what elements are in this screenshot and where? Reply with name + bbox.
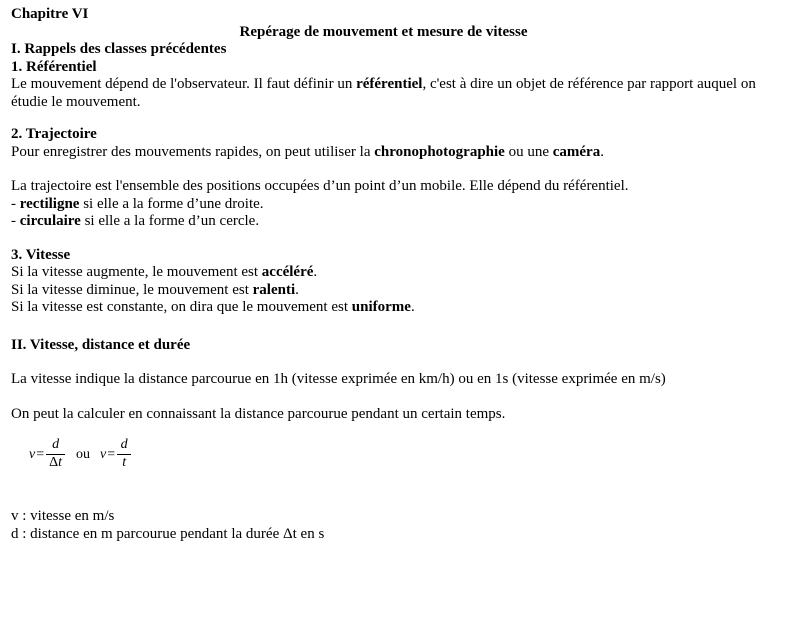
spacer xyxy=(11,493,779,508)
delta-symbol: Δ xyxy=(49,454,59,470)
subsection-heading-2-trajectoire: 2. Trajectoire xyxy=(11,126,97,142)
spacer xyxy=(11,111,779,126)
legend-line-v: v : vitesse en m/s xyxy=(11,508,115,524)
section-heading-i: I. Rappels des classes précédentes xyxy=(11,41,227,57)
formula-conjunction-ou: ou xyxy=(76,447,91,463)
list-item-circulaire xyxy=(11,213,779,231)
list-item-rectiligne xyxy=(11,196,779,214)
text-part: si elle a la forme d’une droite. xyxy=(79,195,264,212)
paragraph-ralenti xyxy=(11,282,779,300)
legend-line-d: d : distance en m parcourue pendant la durée Δt en s xyxy=(11,525,325,542)
paragraph-referentiel xyxy=(11,76,779,111)
text-part: . xyxy=(600,143,604,160)
paragraph-uniforme xyxy=(11,299,779,317)
bold-term-camera: caméra xyxy=(552,143,601,160)
paragraph-trajectoire-definition: La trajectoire est l'ensemble des positions occupées d’un point d’un mobile. Elle dépend du référentiel. xyxy=(11,178,629,194)
bold-term-chronophotographie: chronophotographie xyxy=(374,143,505,160)
text-part: . xyxy=(313,264,318,280)
fraction-numerator-d: d xyxy=(52,437,60,452)
document-title: Repérage de mouvement et mesure de vitesse xyxy=(239,23,528,40)
paragraph-accelere xyxy=(11,264,779,282)
subsection-heading-1-referentiel: 1. Référentiel xyxy=(11,58,97,75)
formula-variable-t: t xyxy=(58,454,63,470)
text-part: , c'est à dire un objet de référence par rapport auquel on étudie le mouvement. xyxy=(11,76,756,110)
paragraph-vitesse-definition: La vitesse indique la distance parcourue en 1h (vitesse exprimée en km/h) ou en 1s (vitesse exprimée en m/s) xyxy=(11,371,666,387)
bold-term-ralenti: ralenti xyxy=(252,281,296,298)
fraction-denominator-delta-t xyxy=(46,456,65,471)
spacer xyxy=(11,389,779,406)
paragraph-chronophotographie xyxy=(11,144,779,162)
text-part: Si la vitesse diminue, le mouvement est xyxy=(11,281,253,298)
spacer xyxy=(11,317,779,337)
formula-equals-sign: = xyxy=(107,447,116,463)
document-body xyxy=(11,6,779,543)
formula-block xyxy=(11,439,779,493)
subsection-heading-3-vitesse: 3. Vitesse xyxy=(11,246,71,263)
fraction-denominator-t: t xyxy=(122,454,127,470)
text-part: Si la vitesse est constante, on dira que le mouvement est xyxy=(11,299,352,315)
text-part: Le mouvement dépend de l'observateur. Il faut définir un xyxy=(11,76,357,92)
bold-term-accelere: accéléré xyxy=(261,264,314,280)
bold-term-uniforme: uniforme xyxy=(351,299,411,315)
spacer xyxy=(11,231,779,247)
text-part: Pour enregistrer des mouvements rapides, on peut utiliser la xyxy=(11,143,375,160)
fraction-d-over-t xyxy=(117,438,131,470)
formula-variable-v: v xyxy=(100,447,107,463)
formula-vitesse-delta-t xyxy=(29,439,66,471)
formula-equals-sign: = xyxy=(36,447,45,463)
dash-marker: - xyxy=(11,213,20,229)
dash-marker: - xyxy=(11,195,20,212)
bold-term-circulaire: circulaire xyxy=(19,213,81,229)
paragraph-calcul: On peut la calculer en connaissant la distance parcourue pendant un certain temps. xyxy=(11,405,506,422)
text-part: . xyxy=(410,299,415,315)
fraction-numerator-d: d xyxy=(120,437,128,452)
formula-vitesse-t xyxy=(100,439,132,471)
section-heading-ii: II. Vitesse, distance et durée xyxy=(11,336,191,353)
text-part: . xyxy=(295,281,299,298)
spacer xyxy=(11,354,779,371)
chapter-label: Chapitre VI xyxy=(11,6,89,22)
fraction-d-over-delta-t xyxy=(46,438,65,470)
text-part: si elle a la forme d’un cercle. xyxy=(80,213,260,229)
bold-term-referentiel: référentiel xyxy=(356,76,423,92)
formula-variable-v: v xyxy=(29,447,36,463)
spacer xyxy=(11,161,779,178)
text-part: ou une xyxy=(504,143,553,160)
bold-term-rectiligne: rectiligne xyxy=(19,195,80,212)
text-part: Si la vitesse augmente, le mouvement est xyxy=(11,264,262,280)
